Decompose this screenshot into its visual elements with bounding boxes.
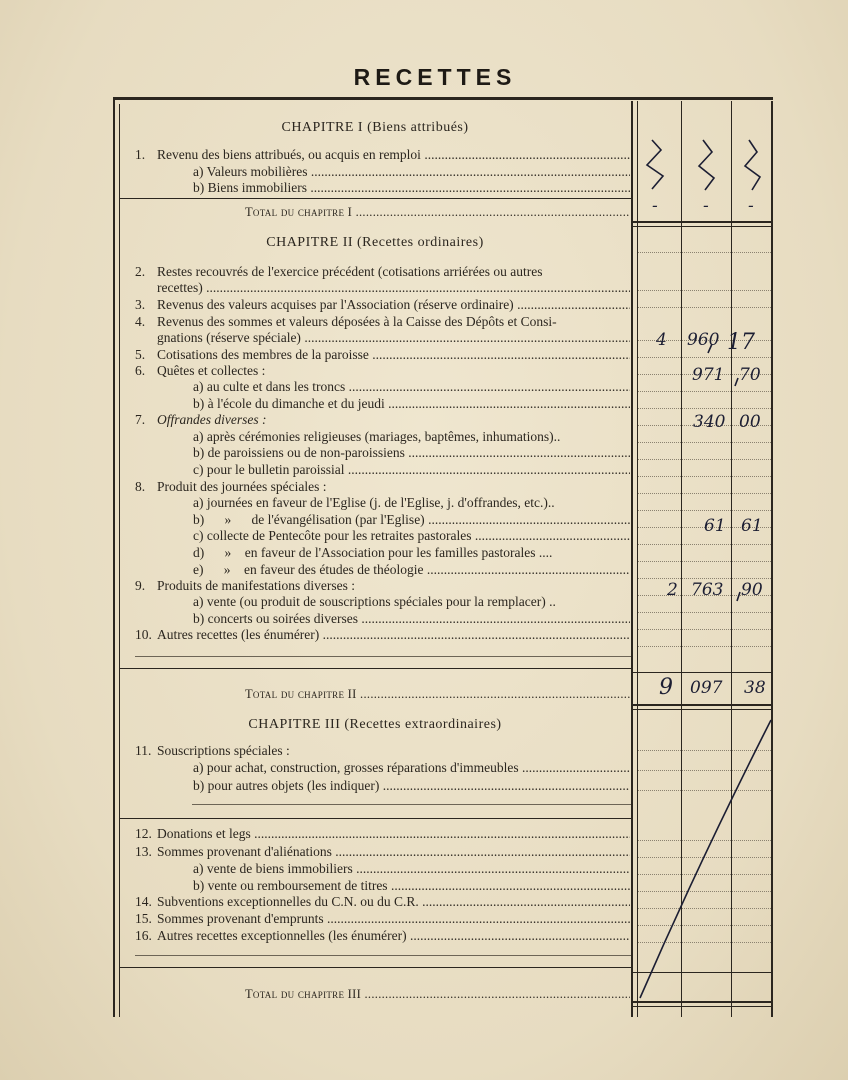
- line-item-8e: e) » en faveur des études de théologie .....: [193, 561, 630, 578]
- line-item-12: 12. Donations et legs .....: [135, 825, 630, 842]
- line-item-16: 16. Autres recettes exceptionnelles (les énumérer) .....: [135, 927, 630, 944]
- line-item-5: 5. Cotisations des membres de la paroisse .....: [135, 346, 630, 363]
- line-item-8a: a) journées en faveur de l'Eglise (j. de l'Eglise, j. d'offrandes, etc.)..: [193, 495, 555, 510]
- line-item-4: 4. Revenus des sommes et valeurs déposées à la Caisse des Dépôts et Consi-: [135, 314, 557, 329]
- line-item-8d: d) » en faveur de l'Association pour les familles pastorales ....: [193, 545, 553, 560]
- hw-vente-centimes: 90: [741, 580, 763, 600]
- page-title: RECETTES: [353, 64, 517, 90]
- hw-total-2-centimes: 38: [744, 678, 766, 698]
- chapter-2-total-label: Total du chapitre II .....: [245, 687, 630, 702]
- chapter-3-heading: CHAPITRE III (Recettes extraordinaires): [248, 717, 502, 732]
- line-item-9a: a) vente (ou produit de souscriptions spéciales pour la remplacer) ..: [193, 594, 556, 609]
- line-item-8: 8. Produit des journées spéciales :: [135, 479, 327, 494]
- line-item-14: 14. Subventions exceptionnelles du C.N. ou du C.R. .....: [135, 893, 630, 910]
- line-item-15: 15. Sommes provenant d'emprunts .....: [135, 910, 630, 927]
- hw-offrandes-centimes: 00: [739, 412, 761, 432]
- hw-quetes-francs: 971: [692, 365, 725, 385]
- hw-separator-r9: [737, 592, 740, 601]
- chapter-2-heading: CHAPITRE II (Recettes ordinaires): [266, 235, 484, 250]
- diagonal-strike-chapter-3: [640, 720, 771, 998]
- hw-pentecote-centimes: 61: [741, 516, 763, 536]
- line-item-2-continued: recettes) .....: [157, 279, 630, 296]
- squiggle-col1: [647, 140, 663, 189]
- line-item-6b: b) à l'école du dimanche et du jeudi .....: [193, 395, 630, 412]
- hw-total-1-col3: -: [748, 196, 754, 216]
- line-item-11: 11. Souscriptions spéciales :: [135, 743, 290, 758]
- line-item-9b: b) concerts ou soirées diverses .....: [193, 610, 630, 627]
- hw-total-1-col2: -: [703, 196, 709, 216]
- line-item-1b: b) Biens immobiliers .....: [193, 179, 630, 196]
- hw-offrandes-francs: 340: [693, 412, 726, 432]
- line-item-9: 9. Produits de manifestations diverses :: [135, 578, 355, 593]
- line-item-13b: b) vente ou remboursement de titres .....: [193, 877, 630, 894]
- hw-total-1-col1: -: [652, 196, 658, 216]
- chapter-1-total-label: Total du chapitre I .....: [245, 205, 630, 220]
- line-item-7a: a) après cérémonies religieuses (mariages, baptêmes, inhumations)..: [193, 429, 561, 444]
- line-item-13a: a) vente de biens immobiliers .....: [193, 860, 630, 877]
- hw-separator-r5: [708, 344, 712, 353]
- squiggle-col3: [745, 140, 760, 190]
- chapter-1-heading: CHAPITRE I (Biens attribués): [281, 120, 469, 135]
- hw-quetes-centimes: 70: [739, 365, 761, 385]
- hw-cotisations-francs: 960: [687, 330, 720, 350]
- hw-vente-thousands: 2: [667, 580, 678, 600]
- line-item-13: 13. Sommes provenant d'aliénations .....: [135, 843, 630, 860]
- line-item-7c: c) pour le bulletin paroissial .....: [193, 461, 630, 478]
- chapter-3-total-label: Total du chapitre III .....: [245, 987, 630, 1002]
- line-item-8c: c) collecte de Pentecôte pour les retraites pastorales .....: [193, 527, 630, 544]
- hw-cotisations-centimes: 17: [727, 330, 755, 355]
- line-item-11a: a) pour achat, construction, grosses réparations d'immeubles .....: [193, 759, 630, 776]
- squiggle-col2: [699, 140, 714, 190]
- line-item-7: 7. Offrandes diverses :: [135, 412, 267, 427]
- line-item-8b: b) » de l'évangélisation (par l'Eglise) .....: [193, 511, 630, 528]
- hw-cotisations-thousands: 4: [656, 330, 667, 350]
- line-item-4-continued: gnations (réserve spéciale) .....: [157, 329, 630, 346]
- line-item-1: 1. Revenu des biens attribués, ou acquis en remploi .....: [135, 146, 630, 163]
- line-item-3: 3. Revenus des valeurs acquises par l'Association (réserve ordinaire) .....: [135, 296, 630, 313]
- line-item-10: 10. Autres recettes (les énumérer) .....: [135, 626, 630, 643]
- hw-total-2-thousands: 9: [659, 675, 673, 700]
- line-item-1a: a) Valeurs mobilières .....: [193, 163, 630, 180]
- hw-separator-r6: [735, 378, 738, 386]
- line-item-6: 6. Quêtes et collectes :: [135, 363, 266, 378]
- line-item-6a: a) au culte et dans les troncs .....: [193, 378, 630, 395]
- hw-total-2-francs: 097: [690, 678, 723, 698]
- line-item-7b: b) de paroissiens ou de non-paroissiens .....: [193, 444, 630, 461]
- line-item-11b: b) pour autres objets (les indiquer) .....: [193, 777, 630, 794]
- hw-vente-francs: 763: [691, 580, 724, 600]
- hw-pentecote-francs: 61: [704, 516, 726, 536]
- line-item-2: 2. Restes recouvrés de l'exercice précédent (cotisations arriérées ou autres: [135, 264, 543, 279]
